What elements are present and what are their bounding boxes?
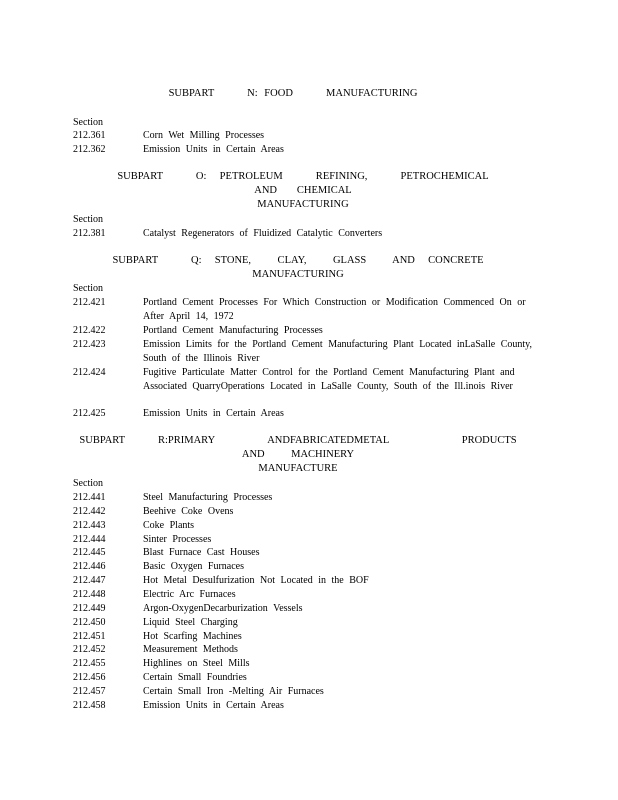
section-number: 212.458 — [73, 700, 106, 711]
section-title: Hot Metal Desulfurization Not Located in the BOF — [143, 575, 369, 586]
section-number: 212.443 — [73, 520, 106, 531]
section-number: 212.457 — [73, 686, 106, 697]
section-title: Liquid Steel Charging — [143, 617, 238, 628]
section-number: 212.444 — [73, 534, 106, 545]
section-number: 212.442 — [73, 506, 106, 517]
section-title: Certain Small Iron -Melting Air Furnaces — [143, 686, 324, 697]
section-number: 212.455 — [73, 658, 106, 669]
section-number: 212.445 — [73, 547, 106, 558]
subpart-q-heading: SUBPART Q: STONE, CLAY, GLASS AND CONCRETE MANUFACTURING — [112, 255, 524, 280]
section-title: Coke Plants — [143, 520, 195, 531]
section-number: 212.422 — [73, 325, 106, 336]
section-title: Argon-OxygenDecarburization Vessels — [143, 603, 303, 614]
section-number: 212.361 — [73, 130, 106, 141]
section-number: 212.441 — [73, 492, 106, 503]
section-title: Basic Oxygen Furnaces — [143, 561, 244, 572]
section-title: Emission Limits for the Portland Cement Manufacturing Plant Located inLaSalle County, South of the Illinois River — [143, 339, 533, 364]
subpart-n-heading: SUBPART N: FOOD MANUFACTURING — [168, 88, 418, 99]
section-title: Emission Units in Certain Areas — [143, 700, 284, 711]
section-title: Certain Small Foundries — [143, 672, 247, 683]
section-number: 212.446 — [73, 561, 106, 572]
section-number: 212.450 — [73, 617, 106, 628]
section-title: Beehive Coke Ovens — [143, 506, 234, 517]
section-title: Hot Scarfing Machines — [143, 631, 242, 642]
section-number: 212.381 — [73, 228, 106, 239]
section-number: 212.456 — [73, 672, 106, 683]
section-number: 212.452 — [73, 644, 106, 655]
section-label-n: Section — [73, 117, 103, 128]
section-title: Measurement Methods — [143, 644, 238, 655]
section-title: Fugitive Particulate Matter Control for the Portland Cement Manufacturing Plant and Associated QuarryOperations Located in LaSalle County, South of the Ill.inois River — [143, 367, 515, 392]
section-title: Corn Wet Milling Processes — [143, 130, 265, 141]
subpart-r-heading: SUBPART R:PRIMARY ANDFABRICATEDMETAL PRODUCTS AND MACHINERY MANUFACTURE — [79, 435, 517, 474]
section-title: Highlines on Steel Mills — [143, 658, 250, 669]
section-title: Steel Manufacturing Processes — [143, 492, 273, 503]
section-title: Emission Units in Certain Areas — [143, 408, 284, 419]
section-title: Blast Furnace Cast Houses — [143, 547, 260, 558]
section-title: Catalyst Regenerators of Fluidized Catalytic Converters — [143, 228, 383, 239]
section-title: Portland Cement Manufacturing Processes — [143, 325, 323, 336]
section-number: 212.447 — [73, 575, 106, 586]
section-title: Emission Units in Certain Areas — [143, 144, 284, 155]
section-label-o: Section — [73, 214, 103, 225]
section-number: 212.423 — [73, 339, 106, 350]
section-number: 212.424 — [73, 367, 106, 378]
section-title: Electric Arc Furnaces — [143, 589, 236, 600]
section-title: Portland Cement Processes For Which Construction or Modification Commenced On or After April 14, 1972 — [143, 297, 526, 322]
section-number: 212.362 — [73, 144, 106, 155]
subpart-o-heading: SUBPART O: PETROLEUM REFINING, PETROCHEMICAL AND CHEMICAL MANUFACTURING — [117, 171, 489, 210]
section-number: 212.449 — [73, 603, 106, 614]
section-label-r: Section — [73, 478, 103, 489]
section-number: 212.421 — [73, 297, 106, 308]
section-number: 212.448 — [73, 589, 106, 600]
section-label-q: Section — [73, 283, 103, 294]
section-number: 212.425 — [73, 408, 106, 419]
section-number: 212.451 — [73, 631, 106, 642]
section-title: Sinter Processes — [143, 534, 212, 545]
